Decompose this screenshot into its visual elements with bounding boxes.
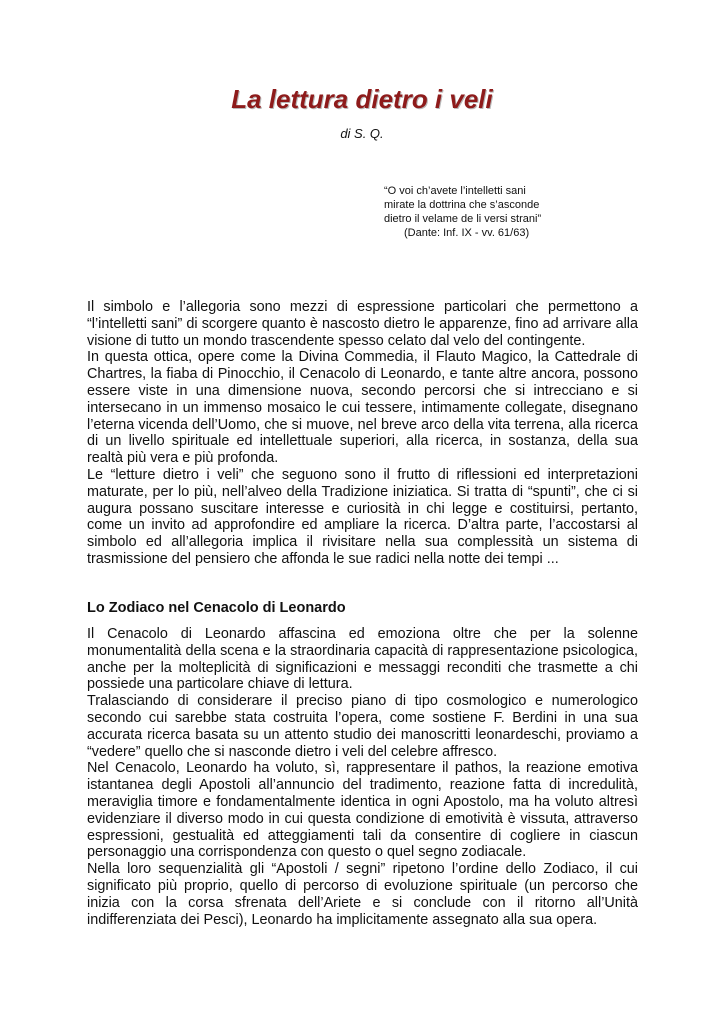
section-paragraph: Nella loro sequenzialità gli “Apostoli / segni” ripetono l’ordine dello Zodiaco, il cui significato più proprio, quello di percorso di evoluzione spirituale (un percorso che inizia con la corsa sfrenata dell’Ariete e si conclude con il ritorno all’Unità indifferenziata dei Pesci), Leonardo ha implicitamente assegnato alla sua opera. — [87, 861, 638, 928]
epigraph-quote — [384, 184, 584, 240]
section-text — [87, 626, 638, 928]
epigraph-line: “O voi ch’avete l’intelletti sani — [384, 185, 526, 197]
section-heading: Lo Zodiaco nel Cenacolo di Leonardo — [87, 600, 346, 616]
epigraph-line: dietro il velame de li versi strani” — [384, 213, 542, 225]
section-paragraph: Tralasciando di considerare il preciso piano di tipo cosmologico e numerologico secondo cui sarebbe stata costruita l’opera, come sostiene F. Berdini in una sua accurata ricerca basata su un attento studio dei manoscritti leonardeschi, proviamo a “vedere” quello che si nasconde dietro i veli del celebre affresco. — [87, 693, 638, 760]
intro-paragraph: Il simbolo e l’allegoria sono mezzi di espressione particolari che permettono a “l’intelletti sani” di scorgere quanto è nascosto dietro le apparenze, fino ad arrivare alla visione di tutto un mondo trascendente spesso celato dal velo del contingente. — [87, 299, 638, 349]
epigraph-reference: (Dante: Inf. IX - vv. 61/63) — [404, 227, 530, 239]
author-byline: di S. Q. — [340, 126, 384, 141]
intro-text — [87, 299, 638, 568]
intro-paragraph: In questa ottica, opere come la Divina Commedia, il Flauto Magico, la Cattedrale di Chartres, la fiaba di Pinocchio, il Cenacolo di Leonardo, e tante altre ancora, possono essere viste in una dimensione nuova, secondo percorsi che si intrecciano e si intersecano in un immenso mosaico le cui tessere, intimamente collegate, disegnano l’eterna vicenda dell’Uomo, che si muove, nel breve arco della vita terrena, alla ricerca di un livello spirituale ed intellettuale superiori, alla ricerca, in sostanza, della sua realtà più vera e più profonda. — [87, 349, 638, 467]
section-paragraph: Il Cenacolo di Leonardo affascina ed emoziona oltre che per la solenne monumentalità della scena e la straordinaria capacità di rappresentazione psicologica, anche per la molteplicità di significazioni e messaggi reconditi che trasmette a chi possiede una particolare chiave di lettura. — [87, 626, 638, 693]
section-paragraph: Nel Cenacolo, Leonardo ha voluto, sì, rappresentare il pathos, la reazione emotiva istantanea degli Apostoli all’annuncio del tradimento, reazione fatta di incredulità, meraviglia timore e fondamentalmente identica in ogni Apostolo, ma ha voluto altresì evidenziare il diverso modo in cui questa condizione di emotività è vissuta, attraverso espressioni, gestualità ed atteggiamenti tali da consentire di cogliere in ciascun personaggio una corrispondenza con questo o quel segno zodiacale. — [87, 760, 638, 861]
document-title: La lettura dietro i veli — [231, 84, 493, 114]
epigraph-line: mirate la dottrina che s’asconde — [384, 199, 540, 211]
intro-paragraph: Le “letture dietro i veli” che seguono sono il frutto di riflessioni ed interpretazioni maturate, per lo più, nell’alveo della Tradizione iniziatica. Si tratta di “spunti”, che ci si augura possano suscitare interesse e curiosità in chi legge e costituirsi, pertanto, come un invito ad approfondire ed ampliare la ricerca. D’altra parte, l’accostarsi al simbolo ed all’allegoria implica il rivisitare nella sua complessità un sistema di trasmissione del pensiero che affonda le sue radici nella notte dei tempi ... — [87, 466, 638, 567]
